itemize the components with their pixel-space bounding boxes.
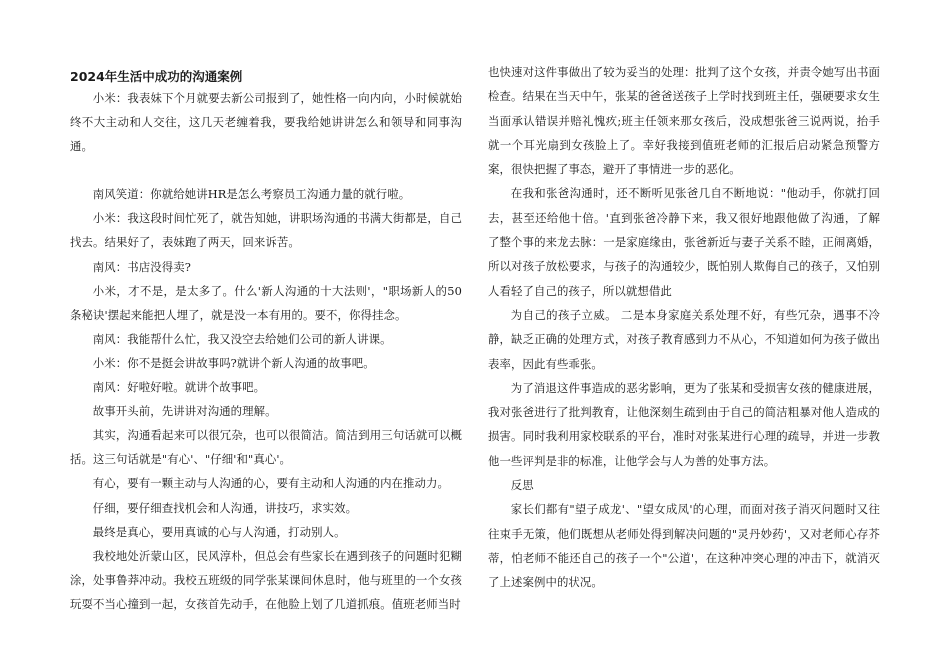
paragraph: 其实，沟通看起来可以很冗杂，也可以很简洁。简洁到用三句话就可以概括。这三句话就是"有心'、"仔细'和"真心'。 [70, 428, 462, 467]
paragraph: 南风：书店没得卖? [92, 259, 191, 274]
section-heading: 反思 [510, 478, 534, 493]
paragraph: 小米：我这段时间忙死了，就告知她，讲职场沟通的书满大街都是，自己找去。结果好了，表妹跑了两天，回来诉苦。 [70, 211, 462, 250]
right-column [488, 60, 880, 595]
paragraph: 最终是真心，要用真诚的心与人沟通，打动别人。 [92, 524, 346, 539]
paragraph: 为自己的孩子立威。 二是本身家庭关系处理不好，有些冗杂，遇事不冷静，缺乏正确的处理方式，对孩子教育感到力不从心，不知道如何为孩子做出表率，因此有些乖张。 [488, 307, 880, 371]
paragraph: 南风笑道：你就给她讲HR是怎么考察员工沟通力量的就行啦。 [92, 187, 411, 202]
paragraph: 仔细，要仔细查找机会和人沟通，讲技巧，求实效。 [92, 500, 358, 515]
blank-line [70, 158, 462, 182]
paragraph: 家长们都有"望子成龙'、"望女成凤'的心理，而面对孩子消灭问题时又往往束手无策，他们既想从老师处得到解决问题的"灵丹妙药'，又对老师心存芥蒂，怕老师不能还自己的孩子一个"公道'，在这种冲突心理的冲击下，就消灭了上述案例中的状况。 [488, 502, 880, 590]
paragraph: 为了消退这件事造成的恶劣影响，更为了张某和受损害女孩的健康进展，我对张爸进行了批判教育，让他深刻生疏到由于自己的简洁粗暴对他人造成的损害。同时我利用家校联系的平台，准时对张某进行心理的疏导，并进一步教他一些评判是非的标准，让他学会与人为善的处事方法。 [488, 380, 880, 468]
paragraph: 南风：好啦好啦。就讲个故事吧。 [92, 380, 266, 395]
paragraph: 南风：我能帮什么忙，我又没空去给她们公司的新人讲课。 [92, 331, 392, 346]
paragraph: 小米：我表妹下个月就要去新公司报到了，她性格一向内向，小时候就始终不大主动和人交往，这几天老缠着我，要我给她讲讲怎么和领导和同事沟通。 [70, 91, 462, 154]
left-column [70, 60, 462, 616]
paragraph: 故事开头前，先讲讲对沟通的理解。 [92, 404, 277, 419]
paragraph: 在我和张爸沟通时，还不断听见张爸几自不断地说："他动手，你就打回去，甚至还给他十倍。'直到张爸冷静下来，我又很好地跟他做了沟通，了解了整个事的来龙去脉：一是家庭缘由，张爸新近与妻子关系不睦，正闹离婚，所以对孩子放松要求，与孩子的沟通较少，既怕别人欺侮自己的孩子，又怕别人看轻了自己的孩子，所以就想借此 [488, 186, 880, 298]
document-title: 2024年生活中成功的沟通案例 [70, 69, 243, 84]
paragraph: 也快速对这件事做出了较为妥当的处理：批判了这个女孩，并责令她写出书面检查。结果在当天中午，张某的爸爸送孩子上学时找到班主任，强硬要求女生当面承认错误并赔礼愧疚;班主任领来那女孩后，没成想张爸三说两说，抬手就一个耳光扇到女孩脸上了。幸好我接到值班老师的汇报后启动紧急预警方案，很快把握了事态，避开了事情进一步的恶化。 [488, 65, 880, 177]
paragraph: 我校地处沂蒙山区，民风淳朴，但总会有些家长在遇到孩子的问题时犯糊涂，处事鲁莽冲动。我校五班级的同学张某课间休息时，他与班里的一个女孩玩耍不当心撞到一起，女孩首先动手，在他脸上划了几道抓痕。值班老师当时 [70, 548, 462, 611]
paragraph: 小米：你不是挺会讲故事吗?就讲个新人沟通的故事吧。 [92, 355, 375, 370]
paragraph: 小米，才不是，是太多了。什么'新人沟通的十大法则'，"职场新人的50条秘诀'摆起来能把人埋了，就是没一本有用的。要不，你得挂念。 [70, 283, 462, 322]
paragraph: 有心，要有一颗主动与人沟通的心，要有主动和人沟通的内在推动力。 [92, 476, 450, 491]
